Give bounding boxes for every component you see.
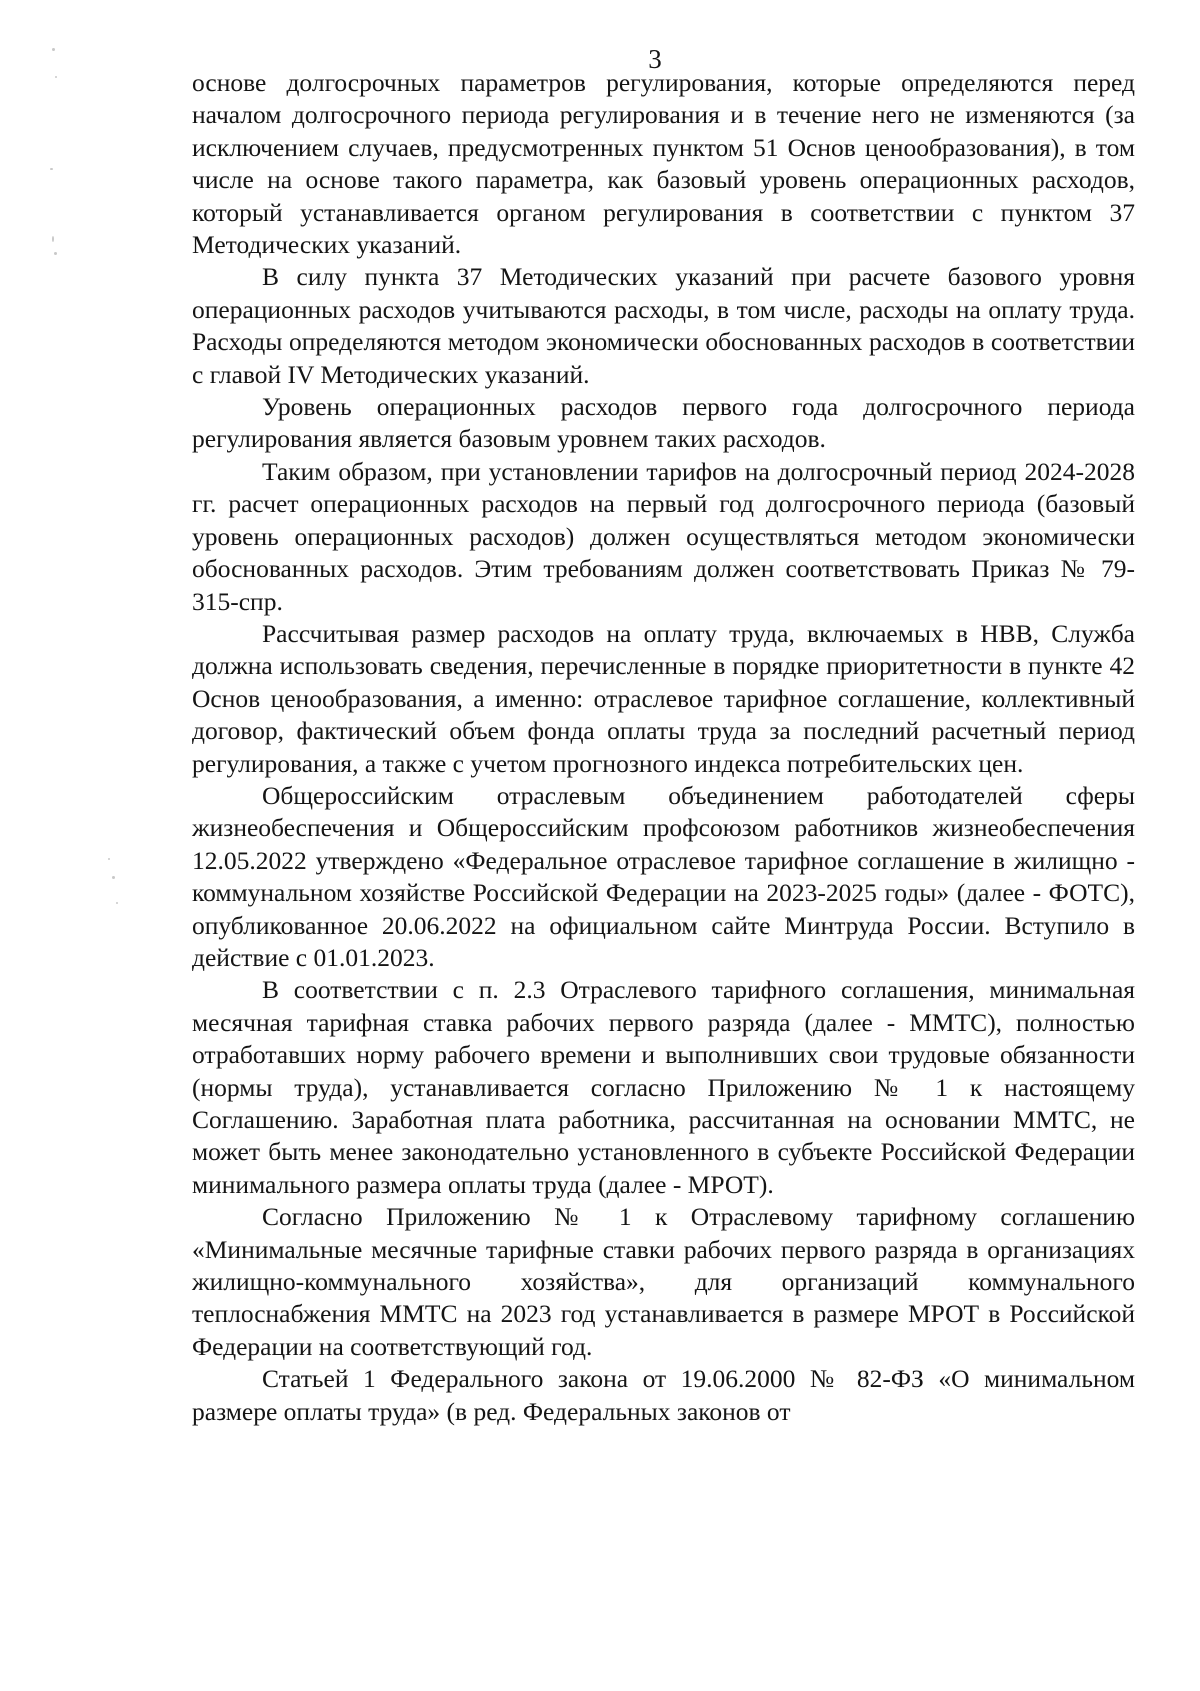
scan-speck [52,236,54,242]
paragraph: В соответствии с п. 2.3 Отраслевого тарифного соглашения, минимальная месячная тарифная ставка рабочих первого разряда (далее - ММТС), полностью отработавших норму рабочего времени и выполнивших свои трудовые обязанности (нормы труда), устанавливается согласно Приложению № 1 к настоящему Соглашению. Заработная плата работника, рассчитанная на основании ММТС, не может быть менее законодательно установленного в субъекте Российской Федерации минимального размера оплаты труда (далее - МРОТ). [192,975,1135,1199]
scan-speck [108,858,110,860]
paragraph: основе долгосрочных параметров регулирования, которые определяются перед началом долгосрочного периода регулирования и в течение него не изменяются (за исключением случаев, предусмотренных пунктом 51 Основ ценообразования), в том числе на основе такого параметра, как базовый уровень операционных расходов, который устанавливается органом регулирования в соответствии с пунктом 37 Методических указаний. [192,68,1135,260]
scan-speck [116,902,118,904]
paragraph: Уровень операционных расходов первого года долгосрочного периода регулирования является базовым уровнем таких расходов. [192,392,1135,454]
paragraph: Общероссийским отраслевым объединением работодателей сферы жизнеобеспечения и Общероссийским профсоюзом работников жизнеобеспечения 12.05.2022 утверждено «Федеральное отраслевое тарифное соглашение в жилищно - коммунальном хозяйстве Российской Федерации на 2023-2025 годы» (далее - ФОТС), опубликованное 20.06.2022 на официальном сайте Минтруда России. Вступило в действие с 01.01.2023. [192,780,1135,972]
page-number: 3 [648,44,662,74]
scan-speck [112,876,115,879]
paragraph: Статьей 1 Федерального закона от 19.06.2000 № 82-ФЗ «О минимальном размере оплаты труда» (в ред. Федеральных законов от [192,1364,1135,1426]
scan-speck [54,252,57,255]
scan-speck [55,76,57,78]
paragraph: Рассчитывая размер расходов на оплату труда, включаемых в НВВ, Служба должна использовать сведения, перечисленные в порядке приоритетности в пункте 42 Основ ценообразования, а именно: отраслевое тарифное соглашение, коллективный договор, фактический объем фонда оплаты труда за последний расчетный период регулирования, а также с учетом прогнозного индекса потребительских цен. [192,618,1135,778]
paragraph: Согласно Приложению № 1 к Отраслевому тарифному соглашению «Минимальные месячные тарифные ставки рабочих первого разряда в организациях жилищно-коммунального хозяйства», для организаций коммунального теплоснабжения ММТС на 2023 год устанавливается в размере МРОТ в Российской Федерации на соответствующий год. [192,1202,1135,1361]
paragraph: В силу пункта 37 Методических указаний при расчете базового уровня операционных расходов учитываются расходы, в том числе, расходы на оплату труда. Расходы определяются методом экономически обоснованных расходов в соответствии с главой IV Методических указаний. [192,262,1135,389]
document-body [192,67,1135,1428]
paragraph: Таким образом, при установлении тарифов на долгосрочный период 2024-2028 гг. расчет операционных расходов на первый год долгосрочного периода (базовый уровень операционных расходов) должен осуществляться методом экономически обоснованных расходов. Этим требованиям должен соответствовать Приказ № 79-315-спр. [192,456,1135,616]
scan-speck [50,168,53,170]
